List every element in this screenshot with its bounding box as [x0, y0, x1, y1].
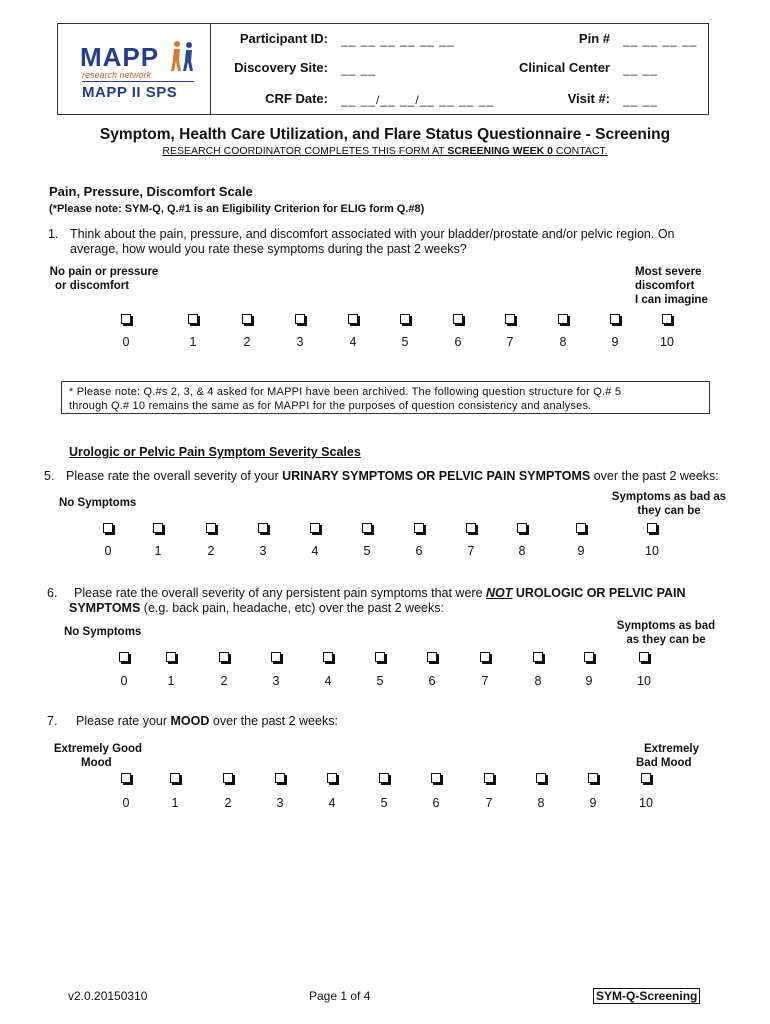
q1-checkbox-9[interactable] [610, 314, 620, 324]
q7-scale-label-9: 9 [589, 796, 597, 810]
logo-figures-icon [170, 40, 196, 72]
q7-checkbox-1[interactable] [170, 773, 180, 783]
q6-checkbox-1[interactable] [166, 652, 176, 662]
q1-checkbox-1[interactable] [188, 314, 198, 324]
footer-page: Page 1 of 4 [309, 989, 371, 1003]
q1-text-line1: Think about the pain, pressure, and discomfort associated with your bladder/prostate and/or pelvic region. On [70, 227, 675, 241]
q5-checkbox-10[interactable] [647, 523, 657, 533]
q5-scale-label-8: 8 [518, 544, 526, 558]
q1-checkbox-7[interactable] [505, 314, 515, 324]
q7-checkbox-9[interactable] [588, 773, 598, 783]
q7-right-anchor-line2: Bad Mood [636, 757, 692, 769]
q1-text-line2: average, how would you rate these symptoms during the past 2 weeks? [70, 242, 467, 256]
q5-scale-label-1: 1 [154, 544, 162, 558]
q1-right-anchor-line3: I can imagine [635, 294, 708, 306]
q6-scale-label-6: 6 [428, 674, 436, 688]
q1-scale-label-9: 9 [611, 335, 619, 349]
q6-checkbox-10[interactable] [639, 652, 649, 662]
q6-scale-label-4: 4 [324, 674, 332, 688]
q5-left-anchor: No Symptoms [59, 497, 137, 509]
q7-scale-label-7: 7 [485, 796, 493, 810]
q6-scale-label-9: 9 [585, 674, 593, 688]
q1-scale-label-3: 3 [296, 335, 304, 349]
q1-checkbox-4[interactable] [348, 314, 358, 324]
q7-checkbox-2[interactable] [223, 773, 233, 783]
section2-heading: Urologic or Pelvic Pain Symptom Severity Scales [69, 445, 361, 459]
q1-scale-label-7: 7 [506, 335, 514, 349]
logo-title: MAPP [80, 42, 160, 72]
q6-right-anchor-line1: Symptoms as bad [616, 620, 716, 632]
page-title: Symptom, Health Care Utilization, and Flare Status Questionnaire - Screening [99, 126, 671, 143]
q5-text-bold: URINARY SYMPTOMS OR PELVIC PAIN SYMPTOMS [282, 469, 591, 483]
q5-scale-label-10: 10 [645, 544, 659, 558]
q6-scale-label-5: 5 [376, 674, 384, 688]
q6-checkbox-0[interactable] [119, 652, 129, 662]
subtitle-part-3: CONTACT. [552, 145, 608, 157]
q1-right-anchor-line2: discomfort [635, 280, 695, 292]
q7-checkbox-3[interactable] [275, 773, 285, 783]
q6-text-line2-rest: (e.g. back pain, headache, etc) over the past 2 weeks: [140, 601, 444, 615]
q5-scale-label-6: 6 [415, 544, 423, 558]
q5-checkbox-9[interactable] [576, 523, 586, 533]
q7-text-post: over the past 2 weeks: [209, 714, 338, 728]
q6-scale-label-0: 0 [120, 674, 128, 688]
q1-checkbox-8[interactable] [558, 314, 568, 324]
q1-scale-label-10: 10 [660, 335, 674, 349]
crf-date-field[interactable]: __ __/__ __/__ __ __ __ [341, 93, 495, 107]
q5-text-post: over the past 2 weeks: [590, 469, 719, 483]
q1-scale-label-6: 6 [454, 335, 462, 349]
q7-checkbox-7[interactable] [484, 773, 494, 783]
q1-checkbox-5[interactable] [400, 314, 410, 324]
q6-scale-label-10: 10 [637, 674, 651, 688]
q7-text-pre: Please rate your [76, 714, 171, 728]
q5-scale-label-3: 3 [259, 544, 267, 558]
clinical-center-label: Clinical Center [518, 60, 610, 75]
q7-right-anchor-line1: Extremely [644, 743, 699, 755]
q7-scale-label-10: 10 [639, 796, 653, 810]
q1-left-anchor-line1: No pain or pressure [49, 266, 159, 278]
q5-scale-label-7: 7 [467, 544, 475, 558]
q6-scale-label-7: 7 [481, 674, 489, 688]
q7-scale-label-1: 1 [171, 796, 179, 810]
q5-right-anchor-line2: they can be [637, 505, 701, 517]
q7-left-anchor [52, 742, 144, 770]
q5-checkbox-4[interactable] [310, 523, 320, 533]
q6-right-anchor-line2: as they can be [626, 634, 706, 646]
section1-note: (*Please note: SYM-Q, Q.#1 is an Eligibility Criterion for ELIG form Q.#8) [49, 203, 425, 215]
visit-label: Visit #: [567, 91, 610, 106]
q7-scale-label-5: 5 [380, 796, 388, 810]
q1-scale-label-1: 1 [189, 335, 197, 349]
q5-scale-label-2: 2 [207, 544, 215, 558]
q1-scale-label-4: 4 [349, 335, 357, 349]
q5-right-anchor-line1: Symptoms as bad as [611, 491, 727, 503]
header-divider [210, 24, 211, 114]
q6-text-line2-bold: SYMPTOMS [69, 601, 141, 615]
participant-id-label: Participant ID: [239, 31, 328, 46]
q6-checkbox-4[interactable] [323, 652, 333, 662]
page-subtitle [0, 145, 770, 157]
q6-checkbox-7[interactable] [480, 652, 490, 662]
q1-scale-label-8: 8 [559, 335, 567, 349]
q1-number: 1. [48, 227, 59, 241]
q5-right-anchor [606, 490, 732, 518]
logo-subtitle: research network [82, 70, 152, 80]
q1-checkbox-3[interactable] [295, 314, 305, 324]
q5-checkbox-3[interactable] [258, 523, 268, 533]
discovery-site-field[interactable]: __ __ [341, 62, 377, 76]
q5-scale-label-9: 9 [577, 544, 585, 558]
q7-scale-label-2: 2 [224, 796, 232, 810]
q5-text [66, 468, 719, 484]
q7-checkbox-10[interactable] [641, 773, 651, 783]
q5-scale-label-4: 4 [311, 544, 319, 558]
q7-text [76, 713, 338, 729]
pin-field[interactable]: __ __ __ __ [623, 33, 698, 47]
q1-checkbox-2[interactable] [242, 314, 252, 324]
q1-left-anchor-line2: or discomfort [55, 280, 130, 292]
q6-number: 6. [47, 586, 58, 600]
q7-scale-label-0: 0 [122, 796, 130, 810]
q6-scale-label-3: 3 [272, 674, 280, 688]
logo-bottom: MAPP II SPS [82, 84, 178, 101]
archive-note-line2: through Q.# 10 remains the same as for MAPPI for the purposes of question consistency and analyses. [69, 400, 592, 412]
q6-left-anchor: No Symptoms [64, 626, 142, 638]
q5-number: 5. [44, 469, 55, 483]
q7-number: 7. [47, 714, 58, 728]
mappp-logo [74, 38, 204, 102]
q7-checkbox-4[interactable] [327, 773, 337, 783]
q6-right-anchor [604, 619, 728, 647]
q5-checkbox-7[interactable] [466, 523, 476, 533]
q1-left-anchor [49, 265, 159, 293]
q7-right-anchor [636, 742, 716, 770]
q6-scale-label-2: 2 [220, 674, 228, 688]
q6-text-bold: UROLOGIC OR PELVIC PAIN [512, 586, 686, 600]
q6-checkbox-3[interactable] [271, 652, 281, 662]
q7-checkbox-6[interactable] [431, 773, 441, 783]
q1-scale-label-5: 5 [401, 335, 409, 349]
q7-scale-label-6: 6 [432, 796, 440, 810]
q5-checkbox-1[interactable] [153, 523, 163, 533]
q7-checkbox-0[interactable] [121, 773, 131, 783]
q1-scale-label-0: 0 [122, 335, 130, 349]
q7-scale-label-4: 4 [328, 796, 336, 810]
q7-scale-label-8: 8 [537, 796, 545, 810]
q7-checkbox-5[interactable] [379, 773, 389, 783]
q1-checkbox-0[interactable] [121, 314, 131, 324]
q5-checkbox-6[interactable] [414, 523, 424, 533]
archive-note-box [61, 381, 710, 414]
crf-date-label: CRF Date: [265, 91, 328, 106]
discovery-site-label: Discovery Site: [234, 60, 328, 75]
q5-checkbox-0[interactable] [103, 523, 113, 533]
q7-left-anchor-line1: Extremely Good [53, 743, 143, 755]
q5-checkbox-2[interactable] [206, 523, 216, 533]
q5-text-pre: Please rate the overall severity of your [66, 469, 283, 483]
pin-label: Pin # [578, 31, 610, 46]
q1-right-anchor-line1: Most severe [635, 266, 702, 278]
subtitle-part-2: SCREENING WEEK 0 [447, 145, 553, 157]
subtitle-part-1: RESEARCH COORDINATOR COMPLETES THIS FORM AT [162, 145, 448, 157]
q6-scale-label-1: 1 [167, 674, 175, 688]
q7-text-bold: MOOD [170, 714, 210, 728]
q6-text-pre: Please rate the overall severity of any persistent pain symptoms that were [74, 586, 486, 600]
participant-id-field[interactable]: __ __ __ __ __ __ [341, 33, 455, 47]
q6-text-line2 [69, 600, 444, 616]
q6-checkbox-8[interactable] [533, 652, 543, 662]
q6-text-line1 [74, 585, 686, 601]
q6-checkbox-5[interactable] [375, 652, 385, 662]
q7-checkbox-8[interactable] [536, 773, 546, 783]
section1-heading: Pain, Pressure, Discomfort Scale [49, 184, 253, 199]
q5-scale-label-5: 5 [363, 544, 371, 558]
visit-field[interactable]: __ __ [623, 93, 659, 107]
q5-checkbox-5[interactable] [362, 523, 372, 533]
q6-scale-label-8: 8 [534, 674, 542, 688]
q6-text-not: NOT [486, 586, 513, 600]
q7-left-anchor-line2: Mood [81, 757, 112, 769]
q6-checkbox-2[interactable] [219, 652, 229, 662]
q1-scale-label-2: 2 [243, 335, 251, 349]
q1-checkbox-6[interactable] [453, 314, 463, 324]
header-box [57, 23, 709, 115]
q5-scale-label-0: 0 [104, 544, 112, 558]
archive-note-line1: * Please note: Q.#s 2, 3, & 4 asked for MAPPI have been archived. The following question structure for Q.# 5 [69, 386, 622, 398]
q1-right-anchor [612, 265, 712, 307]
footer-form-id: SYM-Q-Screening [593, 988, 700, 1004]
logo-rule [82, 81, 194, 82]
q5-checkbox-8[interactable] [517, 523, 527, 533]
q6-checkbox-9[interactable] [584, 652, 594, 662]
q1-checkbox-10[interactable] [662, 314, 672, 324]
q7-scale-label-3: 3 [276, 796, 284, 810]
clinical-center-field[interactable]: __ __ [623, 62, 659, 76]
q6-checkbox-6[interactable] [427, 652, 437, 662]
footer-version: v2.0.20150310 [68, 989, 148, 1003]
